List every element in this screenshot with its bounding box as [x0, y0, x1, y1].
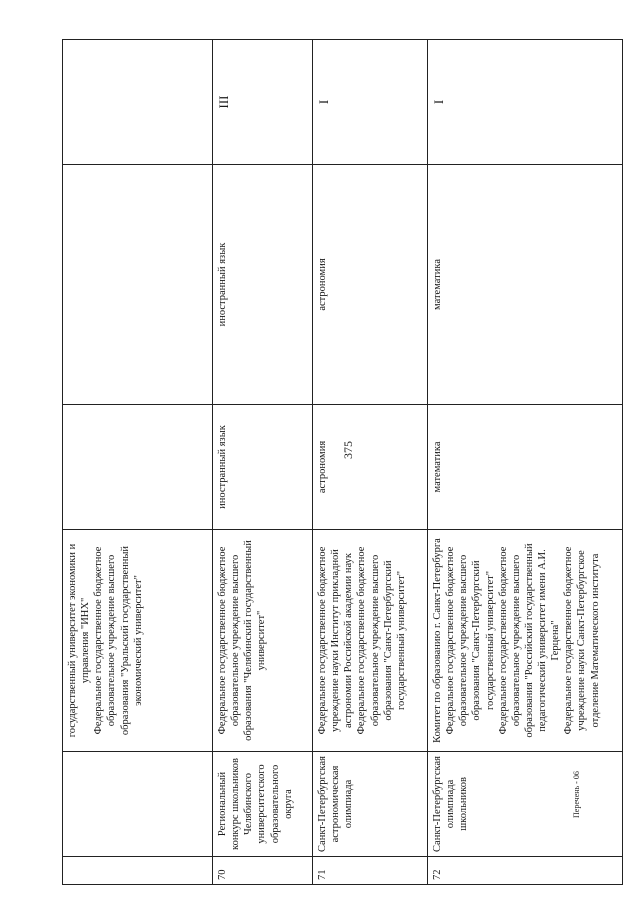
organizers-cell: [213, 530, 313, 752]
level-cell: [63, 40, 213, 165]
olympiad-name: [63, 752, 213, 857]
profile-cell: астрономия: [313, 405, 428, 530]
table-row: [313, 40, 428, 885]
organizers-cell: [313, 530, 428, 752]
olympiad-table-wrapper: [62, 40, 622, 885]
subject-cell: астрономия: [313, 165, 428, 405]
organizers-text: государственный университет экономики и управления "ИНХ" Федеральное государственное бюджетное образовательное учреждение высшего образования "Уральский государственный экономический университет": [67, 543, 144, 738]
organizers-cell: [428, 530, 623, 752]
page-number: 375: [341, 441, 355, 459]
organizers-text: Федеральное государственное бюджетное учреждение науки Институт прикладной астрономии Российской академии наук Федеральное государственное бюджетное образовательное учреждение высшего образования "Санкт-Петербургский государственный университет": [317, 546, 407, 735]
subject-cell: математика: [428, 165, 623, 405]
profile-cell: [63, 405, 213, 530]
level-cell: I: [313, 40, 428, 165]
organizers-text: Федеральное государственное бюджетное образовательное учреждение высшего образования "Челябинский государственный университет": [217, 540, 268, 741]
table-row: [213, 40, 313, 885]
organizers-cell: [63, 530, 213, 752]
table-row: [428, 40, 623, 885]
table-row: [63, 40, 213, 885]
olympiad-name: Санкт-Петербургская астрономическая олимпиада: [313, 752, 428, 857]
footer-caption: Перечень - 06: [572, 771, 581, 818]
row-number: 72: [428, 857, 623, 885]
subject-cell: [63, 165, 213, 405]
olympiad-name: Региональный конкурс школьников Челябинского университетского образовательного округа: [213, 752, 313, 857]
level-cell: III: [213, 40, 313, 165]
profile-cell: иностранный язык: [213, 405, 313, 530]
row-number: 71: [313, 857, 428, 885]
olympiad-name: Санкт-Петербургская олимпиада школьников: [428, 752, 623, 857]
organizers-text: Комитет по образованию г. Санкт-Петербурга Федеральное государственное бюджетное образовательное учреждение высшего образования "Санкт-Петербургский государственный университет" Федеральное государственное бюджетное образовательное учреждение высшего образования "Российский государственный педагогический университет имени А.И. Герцена" Федеральное государственное бюджетное учреждение науки Санкт-Петербургское отделение Математического института: [432, 538, 601, 743]
level-cell: I: [428, 40, 623, 165]
row-number: [63, 857, 213, 885]
profile-cell: математика: [428, 405, 623, 530]
row-number: 70: [213, 857, 313, 885]
subject-cell: иностранный язык: [213, 165, 313, 405]
olympiad-table: [62, 39, 623, 885]
